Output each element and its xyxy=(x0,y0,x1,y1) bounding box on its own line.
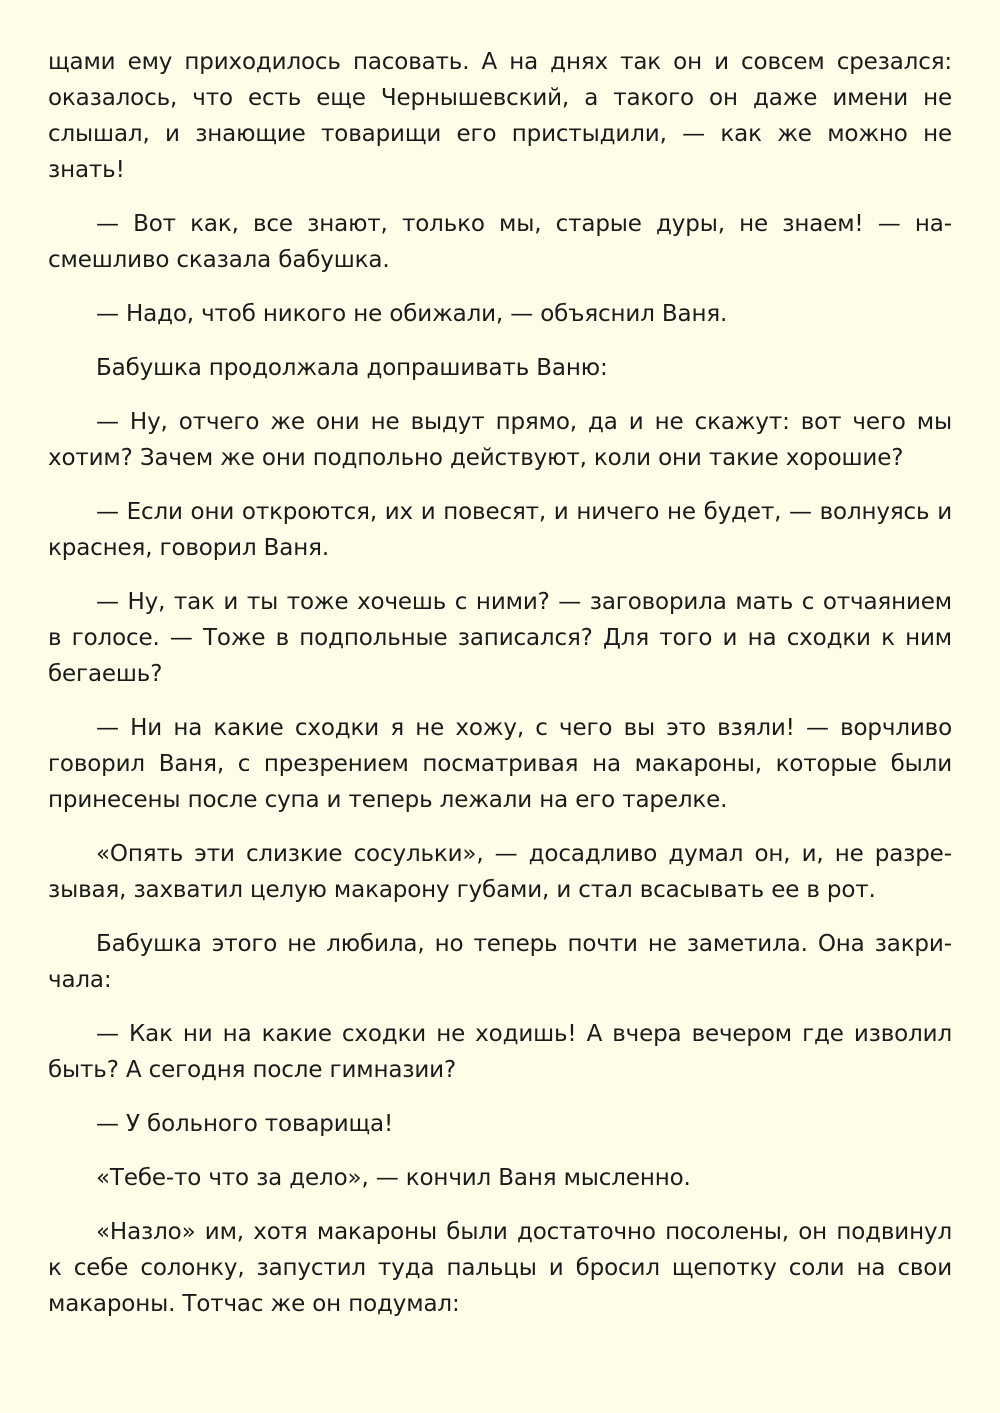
paragraph-6: — Если они откроются, их и повесят, и ничего не будет, — волнуясь и краснея, говорил Ваня. xyxy=(48,499,952,561)
paragraph-11: — Как ни на какие сходки не ходишь! А вчера вечером где изволил быть? А сегодня после гимназии? xyxy=(48,1021,952,1083)
paragraph-2: — Вот как, все знают, только мы, старые дуры, не знаем! — насмешливо сказала бабушка. xyxy=(48,211,952,273)
paragraph-7: — Ну, так и ты тоже хочешь с ними? — заговорила мать с отчаянием в голосе. — Тоже в подпольные записался? Для того и на сходки к ним бегаешь? xyxy=(48,589,952,687)
paragraph-13: «Тебе-то что за дело», — кончил Ваня мысленно. xyxy=(96,1165,691,1191)
paragraph-4: Бабушка продолжала допрашивать Ваню: xyxy=(96,355,608,381)
paragraph-3: — Надо, чтоб никого не обижали, — объяснил Ваня. xyxy=(96,301,728,327)
paragraph-1: щами ему приходилось пасовать. А на днях так он и совсем срезался: оказалось, что есть еще Чернышевский, а такого он даже имени не слышал, и знающие товарищи его пристыдили, — как же можно не знать! xyxy=(48,49,952,183)
paragraph-12: — У больного товарища! xyxy=(96,1111,394,1137)
paragraph-9: «Опять эти слизкие сосульки», — досадливо думал он, и, не разрезывая, захватил целую макарону губами, и стал всасывать ее в рот. xyxy=(48,841,952,903)
paragraph-8: — Ни на какие сходки я не хожу, с чего вы это взяли! — ворчливо говорил Ваня, с презрением посматривая на макароны, которые были принесены после супа и теперь лежали на его тарелке. xyxy=(48,715,952,813)
paragraph-14: «Назло» им, хотя макароны были достаточно посолены, он подвинул к себе солонку, запустил туда пальцы и бросил щепотку соли на свои макароны. Тотчас же он подумал: xyxy=(48,1219,952,1317)
paragraph-10: Бабушка этого не любила, но теперь почти не заметила. Она закричала: xyxy=(48,931,952,993)
page-text xyxy=(48,44,952,1340)
paragraph-5: — Ну, отчего же они не выдут прямо, да и не скажут: вот чего мы хотим? Зачем же они подпольно действуют, коли они такие хорошие? xyxy=(48,409,952,471)
